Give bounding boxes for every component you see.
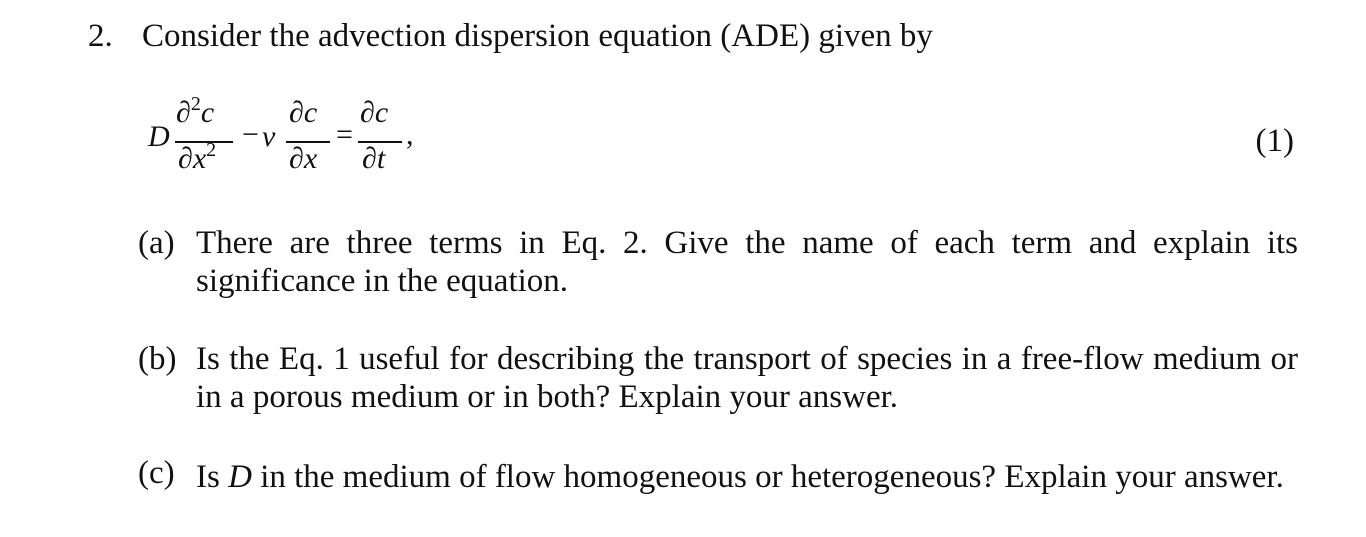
eq-numerator-dc-1: ∂c xyxy=(289,96,318,129)
part-b xyxy=(138,340,1298,416)
part-c xyxy=(138,454,1298,500)
eq-superscript-2-den: 2 xyxy=(206,139,217,161)
part-b-text: Is the Eq. 1 useful for describing the transport of species in a free-flow medium or in a porous medium or in both? Explain your answer. xyxy=(196,341,1298,415)
part-a xyxy=(138,224,1298,300)
advection-dispersion-equation xyxy=(148,93,458,196)
eq-partial-symbol: ∂ xyxy=(176,96,191,129)
eq-numerator-dc-2: ∂c xyxy=(360,96,389,129)
eq-minus-sign: − xyxy=(242,118,259,151)
part-c-text-pre: Is xyxy=(196,459,229,495)
eq-velocity-v: v xyxy=(262,120,276,153)
eq-coefficient-d: D xyxy=(148,120,170,153)
eq-superscript-2: 2 xyxy=(190,93,201,115)
part-a-label: (a) xyxy=(138,225,175,261)
part-c-text-post: in the medium of flow homogeneous or heterogeneous? Explain your answer. xyxy=(251,459,1284,495)
eq-denominator-dx: ∂x xyxy=(289,142,318,175)
eq-c: c xyxy=(200,96,215,129)
eq-dx-squared: ∂x xyxy=(178,142,207,175)
eq-equals-sign: = xyxy=(336,118,353,151)
eq-numerator-second-derivative xyxy=(176,93,215,130)
part-c-text xyxy=(196,454,1298,500)
eq-denominator-dx2 xyxy=(178,139,217,176)
part-b-label: (b) xyxy=(138,341,177,377)
part-c-label: (c) xyxy=(138,455,175,491)
equation-number: (1) xyxy=(1255,123,1294,159)
question-number: 2. xyxy=(88,18,113,54)
question-text: Consider the advection dispersion equation (ADE) given by xyxy=(142,18,933,54)
eq-denominator-dt: ∂t xyxy=(362,142,386,175)
question-heading xyxy=(88,14,933,58)
part-a-text: There are three terms in Eq. 2. Give the name of each term and explain its significance in the equation. xyxy=(196,225,1298,299)
eq-comma: , xyxy=(406,118,414,151)
part-c-variable-d: D xyxy=(228,459,252,495)
